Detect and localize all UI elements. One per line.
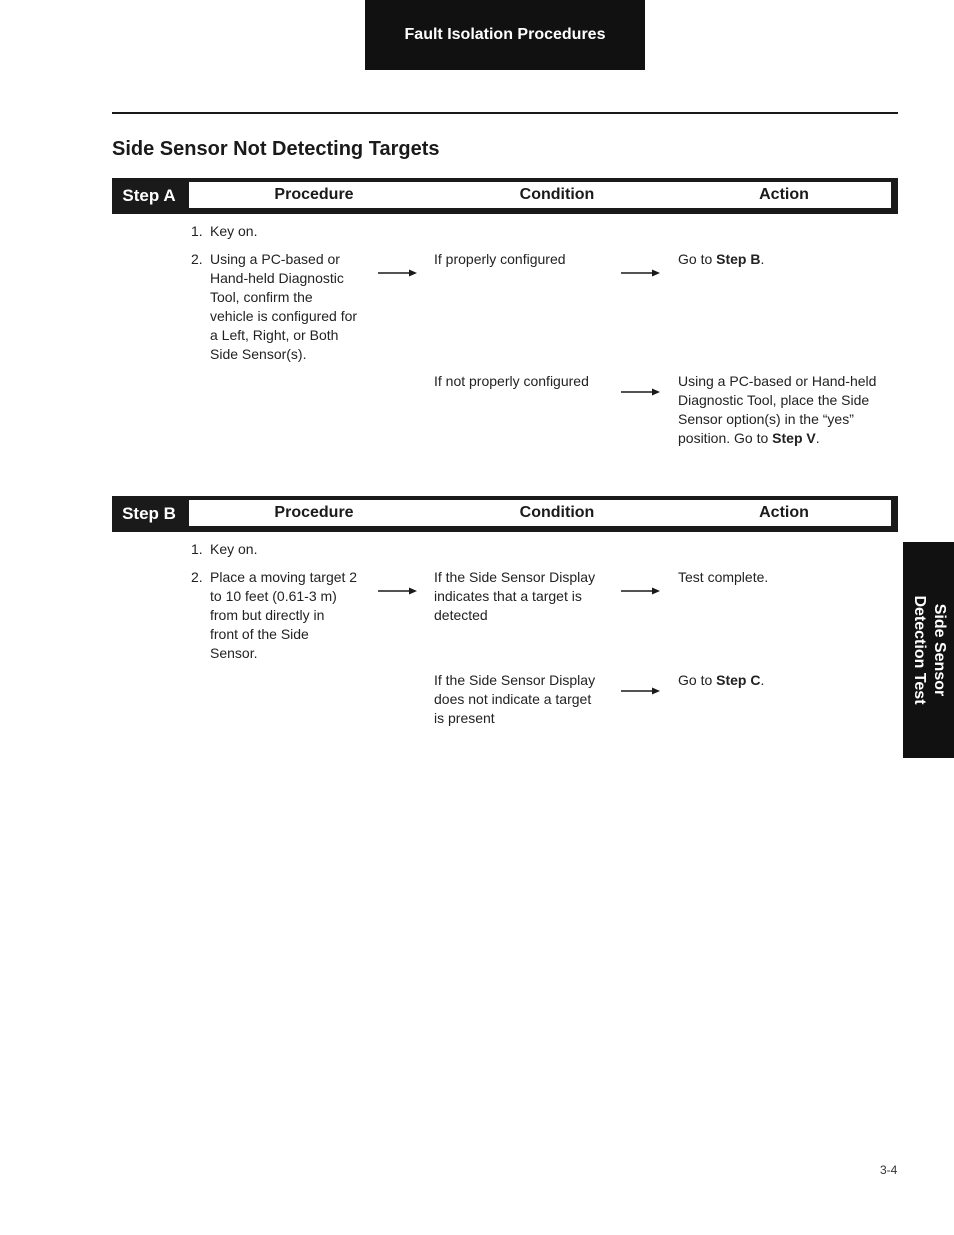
right-arrow-icon (621, 387, 661, 397)
procedure-column-header: Procedure (274, 504, 354, 521)
step-a-column-headers (188, 181, 892, 209)
step-b-action-2: Go to Step C. (678, 672, 765, 688)
action-column-header: Action (759, 504, 809, 521)
action-column-header: Action (759, 186, 809, 203)
step-a-item-2-text: Using a PC-based or Hand-held Diagnostic Tool, confirm the vehicle is configured for a Left, Right, or Both Side Sensor(s). (210, 251, 358, 362)
right-arrow-icon (621, 268, 661, 278)
step-a-item-1-text: Key on. (210, 223, 258, 239)
page-title: Side Sensor Not Detecting Targets (112, 138, 440, 160)
header-tab (365, 0, 645, 70)
step-b-label: Step B (122, 504, 176, 523)
step-b-condition-2: If the Side Sensor Display does not indicate a target is present (434, 672, 596, 726)
step-b-item-1-number: 1. (191, 541, 203, 557)
condition-column-header: Condition (519, 504, 595, 521)
condition-column-header: Condition (519, 186, 595, 203)
side-tab-line-2: Detection Test (910, 595, 928, 705)
step-b-action-1: Test complete. (678, 569, 769, 585)
step-link: Step C (716, 672, 761, 688)
side-tab-line-1: Side Sensor (930, 603, 948, 697)
step-b-header (112, 496, 898, 532)
step-b-item-1-text: Key on. (210, 541, 258, 557)
step-a-item-2-number: 2. (191, 251, 203, 267)
page-number: 3-4 (880, 1163, 898, 1177)
step-a-action-1: Go to Step B. (678, 251, 765, 267)
right-arrow-icon (621, 586, 661, 596)
right-arrow-icon (378, 268, 418, 278)
step-b-item-2-text: Place a moving target 2 to 10 feet (0.61-3 m) from but directly in front of the Side Sensor. (210, 569, 358, 661)
header-rule (112, 112, 898, 114)
step-b-column-headers (188, 499, 892, 527)
step-a-label: Step A (122, 186, 176, 205)
right-arrow-icon (378, 586, 418, 596)
section-side-tab (903, 542, 954, 758)
step-a-action-2: Using a PC-based or Hand-held Diagnostic Tool, place the Side Sensor option(s) in the “yes” position. Go to Step V. (678, 373, 877, 446)
step-link: Step V (772, 430, 816, 446)
step-link: Step B (716, 251, 761, 267)
step-b-item-2-number: 2. (191, 569, 203, 585)
step-a-item-1-number: 1. (191, 223, 203, 239)
header-title: Fault Isolation Procedures (404, 26, 606, 43)
procedure-column-header: Procedure (274, 186, 354, 203)
step-b-condition-1: If the Side Sensor Display indicates that a target is detected (434, 569, 596, 623)
right-arrow-icon (621, 686, 661, 696)
step-a-header (112, 178, 898, 214)
step-a-condition-2: If not properly configured (434, 373, 589, 389)
step-a-condition-1: If properly configured (434, 251, 566, 267)
